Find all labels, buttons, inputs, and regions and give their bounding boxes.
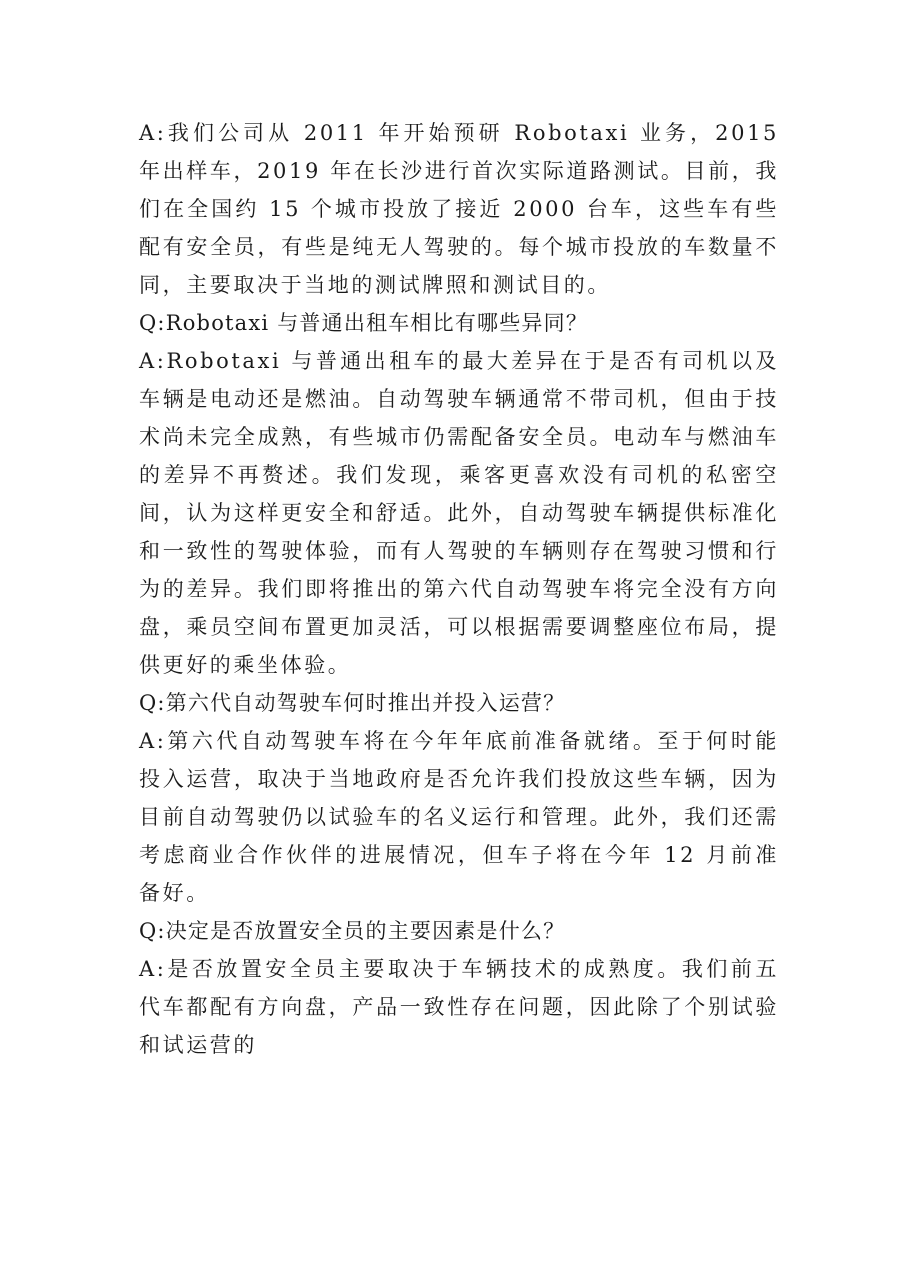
question-paragraph: Q:Robotaxi 与普通出租车相比有哪些异同？ bbox=[139, 311, 589, 335]
question-paragraph: Q:第六代自动驾驶车何时推出并投入运营？ bbox=[139, 691, 566, 715]
answer-paragraph: A:我们公司从 2011 年开始预研 Robotaxi 业务，2015 年出样车，2019 年在长沙进行首次实际道路测试。目前，我们在全国约 15 个城市投放了接近 2000 台车，这些车有些配有安全员，有些是纯无人驾驶的。每个城市投放的车数量不同，主要取决于当地的测试牌照和测试目的。 bbox=[139, 121, 779, 297]
question-paragraph: Q:决定是否放置安全员的主要因素是什么？ bbox=[139, 919, 566, 943]
answer-paragraph: A:Robotaxi 与普通出租车的最大差异在于是否有司机以及车辆是电动还是燃油。自动驾驶车辆通常不带司机，但由于技术尚未完全成熟，有些城市仍需配备安全员。电动车与燃油车的差异不再赘述。我们发现，乘客更喜欢没有司机的私密空间，认为这样更安全和舒适。此外，自动驾驶车辆提供标准化和一致性的驾驶体验，而有人驾驶的车辆则存在驾驶习惯和行为的差异。我们即将推出的第六代自动驾驶车将完全没有方向盘，乘员空间布置更加灵活，可以根据需要调整座位布局，提供更好的乘坐体验。 bbox=[139, 349, 779, 677]
document-body bbox=[139, 114, 779, 1064]
answer-paragraph: A:是否放置安全员主要取决于车辆技术的成熟度。我们前五代车都配有方向盘，产品一致性存在问题，因此除了个别试验和试运营的 bbox=[139, 957, 779, 1057]
answer-paragraph: A:第六代自动驾驶车将在今年年底前准备就绪。至于何时能投入运营，取决于当地政府是否允许我们投放这些车辆，因为目前自动驾驶仍以试验车的名义运行和管理。此外，我们还需考虑商业合作伙伴的进展情况，但车子将在今年 12 月前准备好。 bbox=[139, 729, 779, 905]
